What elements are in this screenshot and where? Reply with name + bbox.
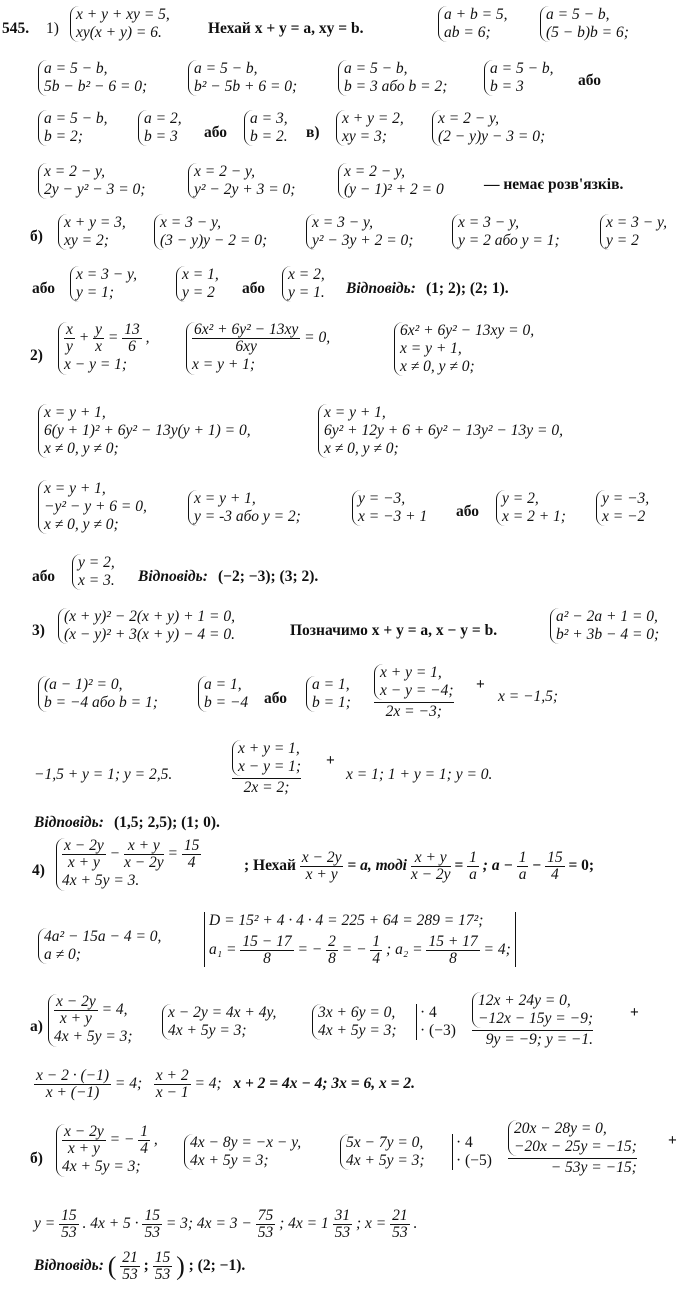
system: a + b = 5, ab = 6; [438,6,508,42]
part-label: б) [30,1150,43,1167]
system: a = 1, b = 1; [306,676,351,712]
system: 4a² − 15a − 4 = 0, a ≠ 0; [38,928,161,964]
addition-system: 12x + 24y = 0, −12x − 15y = −9; 9y = −9; y = −1. [472,992,593,1049]
system: x − 2y = 4x + 4y, 4x + 5y = 3; [162,1004,276,1040]
or-word: або [32,568,56,585]
system: a = 5 − b, b = 2; [38,110,108,146]
part-label: 2) [30,347,43,364]
part-label: 4) [32,862,45,879]
or-word: або [204,124,228,141]
addition-system: x + y = 1, x − y = −4; 2x = −3; [374,664,454,721]
plus-sign: + [630,1004,639,1021]
plus-sign: + [668,1132,677,1149]
equation-system: $\frac{x - 2y}{x + y}$ − $\frac{x + y}{x - 2y}$ = $\frac{15}{4}$ 4x + 5y = 3. [56,838,201,891]
system: x = 2, y = 1. [282,266,325,302]
addition-system: x + y = 1, x − y = 1; 2x = 2; [232,740,301,797]
system: y = −3, x = −3 + 1 [352,490,427,526]
result: x = −1,5; [498,688,559,705]
equation-system: $\frac{x}{y}$ + $\frac{y}{x}$ = $\frac{13}{6}$ , x − y = 1; [58,322,149,375]
part-label: 3) [32,622,45,639]
system: x = 1, y = 2 [176,266,219,302]
system: a = 5 − b, b² − 5b + 6 = 0; [188,60,297,96]
answer-value: (1; 2); (2; 1). [426,280,509,297]
text: −1,5 + y = 1; y = 2,5. [34,766,173,783]
result: x = 1; 1 + y = 1; y = 0. [346,766,493,783]
system: a = 5 − b, b = 3 [484,60,554,96]
answer-label: Відповідь: [346,280,416,297]
system: x = y + 1, y = -3 або y = 2; [188,490,301,526]
plus-sign: + [476,676,485,693]
system: x = 2 − y, (y − 1)² + 2 = 0 [338,163,444,199]
system: x = y + 1, 6(y + 1)² + 6y² − 13y(y + 1) = 0, x ≠ 0, y ≠ 0; [38,404,251,458]
part-label: 1) [46,20,59,37]
part-label: б) [30,228,43,245]
system: x + y = 3, xy = 2; [58,214,126,250]
solution-line: y = $\frac{15}{53}$ . 4x + 5 · $\frac{15}{53}$ = 3; 4x = 3 − $\frac{75}{53}$ ; 4x = 1 $\frac{31}{53}$ ; x = $\frac{21}{53}$ . [34,1207,418,1241]
system: a = 3, b = 2. [244,110,288,146]
or-word: або [578,72,602,89]
system: a = 2, b = 3 [138,110,182,146]
equation-system: $\frac{x - 2y}{x + y}$ = − $\frac{1}{4}$ , 4x + 5y = 3; [56,1124,158,1177]
system: y = −3, x = −2 [596,490,649,526]
system: a = 5 − b, b = 3 або b = 2; [338,60,447,96]
answer-label: Відповідь: [138,568,208,585]
system: x = 3 − y, y² − 3y + 2 = 0; [306,214,413,250]
multipliers: · 4 · (−3) [416,1004,456,1040]
final-answer: Відповідь: ( $\frac{21}{53}$ ; $\frac{15}{53}$ ) ; (2; −1). [34,1249,246,1283]
system: 5x − 7y = 0, 4x + 5y = 3; [340,1134,425,1170]
system: x = y + 1, −y² − y + 6 = 0, x ≠ 0, y ≠ 0; [38,480,147,534]
system: x = 2 − y, (2 − y)y − 3 = 0; [432,110,545,146]
system: x = 3 − y, (3 − y)y − 2 = 0; [154,214,267,250]
system: y = 2, x = 2 + 1; [496,490,566,526]
system: x = 3 − y, y = 2 [600,214,667,250]
text: Позначимо x + y = a, x − y = b. [290,622,498,639]
or-word: або [264,690,288,707]
substitution-line: $\frac{x - 2 \cdot (-1)}{x + (-1)}$ = 4; $\frac{x + 2}{x - 1}$ = 4; x + 2 = 4x − 4; 3x = 6, x = 2. [36,1067,415,1101]
system: a² − 2a + 1 = 0, b² + 3b − 4 = 0; [550,608,659,644]
part-label: в) [306,124,320,141]
text: Нехай x + y = a, xy = b. [208,20,364,37]
plus-sign: + [326,752,335,769]
system: x = 2 − y, y² − 2y + 3 = 0; [188,163,295,199]
system: 6x² + 6y² − 13xy = 0, x = y + 1, x ≠ 0, y ≠ 0; [394,322,534,376]
system: a = 5 − b, (5 − b)b = 6; [540,6,629,42]
multipliers: · 4 · (−5) [452,1134,492,1170]
addition-system: 20x − 28y = 0, −20x − 25y = −15; − 53y = −15; [508,1120,637,1177]
answer-value: (1,5; 2,5); (1; 0). [114,814,220,831]
system: (x + y)² − 2(x + y) + 1 = 0, (x − y)² + 3(x + y) − 4 = 0. [58,608,235,644]
system: 3x + 6y = 0, 4x + 5y = 3; [312,1004,397,1040]
system: x + y = 2, xy = 3; [336,110,404,146]
answer-value: (−2; −3); (3; 2). [218,568,319,585]
system: y = 2, x = 3. [72,554,115,590]
or-word: або [242,280,266,297]
or-word: або [456,503,480,520]
discriminant-block: D = 15² + 4 · 4 · 4 = 225 + 64 = 289 = 17²; a₁ = $\frac{15 - 17}{8}$ = − $\frac{2}{8}$ = − $\frac{1}{4}$ ; a₂ = $\frac{15 + 17}{8}$ = 4; [204,912,516,967]
system: x = y + 1, 6y² + 12y + 6 + 6y² − 13y² − 13y = 0, x ≠ 0, y ≠ 0; [318,404,563,458]
answer-label: Відповідь: [34,814,104,831]
system: 4x − 8y = −x − y, 4x + 5y = 3; [184,1134,301,1170]
substitution-text: ; Нехай $\frac{x - 2y}{x + y}$ = a, тоді $\frac{x + y}{x - 2y}$ = $\frac{1}{a}$ ; a − $\frac{1}{a}$ − $\frac{15}{4}$ = 0; [244,849,595,883]
equation-system: $\frac{x - 2y}{x + y}$ = 4, 4x + 5y = 3; [48,994,133,1047]
system: (a − 1)² = 0, b = −4 або b = 1; [38,676,158,712]
part-label: а) [30,1018,43,1035]
system: x = 3 − y, y = 1; [70,266,137,302]
problem-number: 545. [2,20,30,37]
text: — немає розв'язків. [484,176,624,193]
system: x + y + xy = 5, xy(x + y) = 6. [70,6,170,42]
or-word: або [32,280,56,297]
system: x = 3 − y, y = 2 або y = 1; [452,214,560,250]
equation-system: $\frac{\text{6x² + 6y² − 13xy}}{6xy}$ = 0, x = y + 1; [186,322,330,375]
system: a = 5 − b, 5b − b² − 6 = 0; [38,60,147,96]
system: a = 1, b = −4 [198,676,248,712]
system: x = 2 − y, 2y − y² − 3 = 0; [38,163,145,199]
